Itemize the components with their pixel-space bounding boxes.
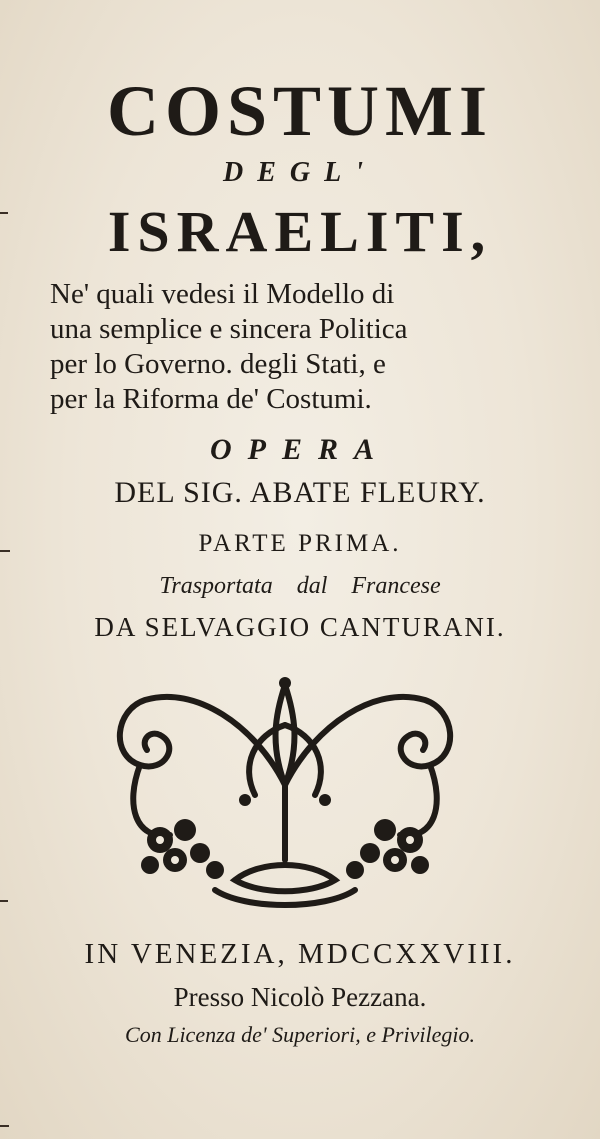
printer-line: Presso Nicolò Pezzana. xyxy=(173,982,427,1012)
subtitle-line-4: per la Riforma de' Costumi. xyxy=(50,383,372,415)
license-line: Con Licenza de' Superiori, e Privilegio. xyxy=(125,1022,475,1047)
title-line-1: COSTUMI xyxy=(106,71,494,151)
opera-heading: OPERA xyxy=(209,433,391,466)
subtitle-line-2: una semplice e sincera Politica xyxy=(50,313,408,345)
fleuron-woodcut-icon xyxy=(105,665,465,925)
margin-mark xyxy=(0,212,8,214)
place-date-line: IN VENEZIA, MDCCXXVIII. xyxy=(84,938,516,970)
title-line-2: DEGL' xyxy=(223,157,377,188)
part-line: PARTE PRIMA. xyxy=(198,530,402,557)
margin-mark xyxy=(0,1125,9,1127)
title-line-3: ISRAELITI, xyxy=(107,199,493,264)
margin-mark xyxy=(0,550,10,552)
author-line: DEL SIG. ABATE FLEURY. xyxy=(114,476,486,509)
subtitle-line-1: Ne' quali vedesi il Modello di xyxy=(50,278,395,310)
subtitle-line-3: per lo Governo. degli Stati, e xyxy=(50,348,386,380)
translator-line: DA SELVAGGIO CANTURANI. xyxy=(94,612,506,642)
translated-by-line: Trasportata dal Francese xyxy=(159,573,441,599)
margin-mark xyxy=(0,900,8,902)
